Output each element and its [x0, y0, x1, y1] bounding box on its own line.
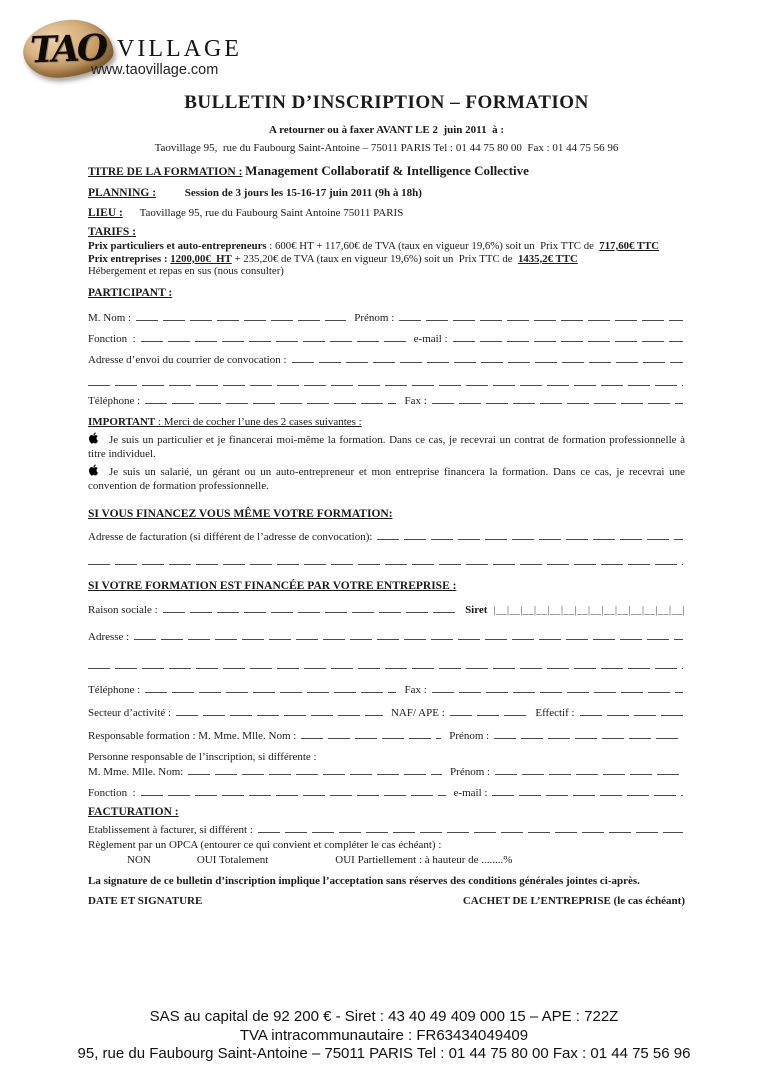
planning-line	[88, 187, 685, 200]
raison-sociale-label: Raison sociale :	[88, 603, 158, 616]
apple-icon	[88, 464, 99, 481]
tarif-entreprises-ht: 1200,00€ HT	[170, 252, 232, 265]
logo-village-text: VILLAGE	[117, 36, 242, 62]
lieu-label: LIEU :	[88, 207, 123, 219]
personne-responsable-line: Personne responsable de l’inscription, si différente :	[88, 750, 317, 763]
formation-title-value: Management Collaboratif & Intelligence Collective	[245, 163, 529, 178]
raison-sociale-row	[88, 603, 685, 618]
formation-title-label: TITRE DE LA FORMATION :	[88, 166, 243, 178]
personne-fonction-row	[88, 786, 685, 800]
adresse-facturation-field-line-2	[88, 560, 683, 565]
date-signature-label: DATE ET SIGNATURE	[88, 894, 203, 907]
self-financing-heading: SI VOUS FINANCEZ VOUS MÊME VOTRE FORMATION:	[88, 507, 393, 520]
lieu-value: Taovillage 95, rue du Faubourg Saint Antoine 75011 PARIS	[139, 207, 404, 219]
adresse-facturation-field-line	[377, 535, 683, 540]
important-heading: IMPORTANT : Merci de cocher l’une des 2 cases suivantes :	[88, 415, 362, 428]
company-telephone-row	[88, 683, 685, 697]
opca-line: Règlement par un OPCA (entourer ce qui convient et compléter le cas échéant) :	[88, 838, 442, 851]
company-adresse-row	[88, 630, 685, 644]
company-adresse-field-line-2	[88, 664, 683, 669]
fax-field-line	[432, 399, 683, 404]
participant-telephone-row	[88, 394, 685, 408]
personne-email-field-line	[492, 791, 683, 796]
company-financing-heading: SI VOTRE FORMATION EST FINANCÉE PAR VOTRE ENTREPRISE :	[88, 579, 457, 592]
adresse-convocation-field-line-2	[88, 381, 683, 386]
prenom-label: Prénom :	[354, 311, 395, 324]
raison-sociale-field-line	[163, 608, 455, 613]
logo-tao-text: TAO	[29, 26, 107, 71]
planning-value: Session de 3 jours les 15-16-17 juin 2011 (9h à 18h)	[184, 187, 422, 199]
return-instruction: A retourner ou à faxer AVANT LE 2 juin 2011 à :	[268, 124, 504, 136]
adresse-facturation-label: Adresse de facturation (si différent de l’adresse de convocation):	[88, 530, 373, 543]
participant-adresse-row	[88, 353, 685, 367]
signature-row	[88, 895, 685, 907]
email-label: e-mail :	[413, 332, 448, 345]
participant-fonction-row	[88, 332, 685, 346]
hebergement-note: Hébergement et repas en sus (nous consulter)	[88, 265, 284, 277]
siret-boxes: |__|__|__|__|__|__|__|__|__|__|__|__|__|__|	[493, 604, 685, 616]
logo-website-url: www.taovillage.com	[91, 62, 219, 78]
footer-address: 95, rue du Faubourg Saint-Antoine – 75011 PARIS Tel : 01 44 75 80 00 Fax : 01 44 75 56 96	[77, 1045, 691, 1062]
fonction-field-line	[141, 337, 406, 342]
personne-prenom-field-line	[495, 770, 683, 775]
personne-nom-label: M. Mme. Mlle. Nom:	[88, 765, 184, 778]
adresse-facturation-row	[88, 530, 685, 544]
naf-ape-field-line	[450, 711, 528, 716]
fonction-label: Fonction :	[88, 332, 136, 345]
lieu-line	[88, 207, 685, 220]
etablissement-label: Etablissement à facturer, si différent :	[88, 823, 253, 836]
personne-fonction-field-line	[141, 791, 446, 796]
tarif-entreprises-line: Prix entreprises : 1200,00€ HT + 235,20€ de TVA (taux en vigueur 19,6%) soit un Prix TTC de 1435,2€ TTC	[88, 252, 578, 265]
siret-label: Siret	[465, 603, 488, 616]
company-fax-label: Fax :	[404, 683, 427, 696]
responsable-nom-field-line	[301, 734, 441, 739]
prenom-field-line	[399, 316, 683, 321]
nom-label: M. Nom :	[88, 311, 132, 324]
company-footer	[0, 1008, 768, 1064]
company-adresse-field-line	[134, 635, 683, 640]
responsable-formation-row	[88, 729, 685, 743]
participant-heading: PARTICIPANT :	[88, 286, 173, 299]
personne-fonction-label: Fonction :	[88, 786, 136, 799]
telephone-label: Téléphone :	[88, 394, 141, 407]
secteur-row	[88, 706, 685, 720]
naf-ape-label: NAF/ APE :	[390, 706, 445, 719]
responsable-prenom-label: Prénom :	[449, 729, 490, 742]
adresse-convocation-field-line	[292, 358, 683, 363]
responsable-formation-label: Responsable formation : M. Mme. Mlle. Nom :	[88, 729, 297, 742]
fax-label: Fax :	[404, 394, 427, 407]
email-field-line	[453, 337, 683, 342]
effectif-field-line	[580, 711, 683, 716]
page-title: BULLETIN D’INSCRIPTION – FORMATION	[184, 92, 589, 113]
participant-nom-row	[88, 311, 685, 325]
signature-notice: La signature de ce bulletin d’inscription implique l’acceptation sans réserves des conditions générales jointes ci-après.	[88, 874, 640, 887]
company-telephone-label: Téléphone :	[88, 683, 141, 696]
planning-label: PLANNING :	[88, 187, 157, 199]
facturation-heading: FACTURATION :	[88, 805, 179, 818]
form-body	[88, 92, 685, 907]
company-adresse-label: Adresse :	[88, 630, 130, 643]
option-particulier-text: Je suis un particulier et je financerai moi-même la formation. Dans ce cas, je recevrai un contrat de formation professionnelle à titre individuel.	[88, 433, 685, 460]
tarifs-heading: TARIFS :	[88, 226, 137, 238]
company-fax-field-line	[432, 688, 683, 693]
formation-title-line	[88, 164, 685, 179]
option-salarie-text: Je suis un salarié, un gérant ou un auto-entrepreneur et mon entreprise financera la formation. Dans ce cas, je recevrai une convention de formation professionnelle.	[88, 465, 685, 492]
personne-nom-row	[88, 765, 685, 779]
personne-email-label: e-mail :	[453, 786, 488, 799]
cachet-label: CACHET DE L’ENTREPRISE (le cas échéant)	[462, 894, 685, 907]
effectif-label: Effectif :	[535, 706, 575, 719]
responsable-prenom-field-line	[494, 734, 683, 739]
nom-field-line	[136, 316, 346, 321]
opca-option-oui-totalement: OUI Totalement	[196, 853, 269, 866]
opca-options-row	[88, 854, 685, 866]
tarif-particuliers-ttc: 717,60€ TTC	[599, 240, 660, 252]
opca-option-oui-partiellement: OUI Partiellement : à hauteur de ........%	[335, 853, 513, 866]
telephone-field-line	[145, 399, 396, 404]
company-telephone-field-line	[145, 688, 396, 693]
etablissement-field-line	[258, 828, 683, 833]
footer-capital-siret: SAS au capital de 92 200 € - Siret : 43 40 49 409 000 15 – APE : 722Z	[149, 1008, 619, 1025]
return-address: Taovillage 95, rue du Faubourg Saint-Antoine – 75011 PARIS Tel : 01 44 75 80 00 Fax : 01 44 75 56 96	[154, 142, 619, 154]
secteur-field-line	[176, 711, 383, 716]
apple-icon	[88, 432, 99, 449]
personne-prenom-label: Prénom :	[450, 765, 491, 778]
tarif-entreprises-ttc: 1435,2€ TTC	[517, 252, 578, 265]
opca-option-non: NON	[127, 853, 151, 866]
adresse-convocation-label: Adresse d’envoi du courrier de convocation :	[88, 353, 287, 366]
footer-tva: TVA intracommunautaire : FR63434049409	[239, 1026, 529, 1044]
option-salarie	[88, 464, 685, 494]
personne-nom-field-line	[188, 770, 442, 775]
option-particulier	[88, 432, 685, 462]
etablissement-row	[88, 823, 685, 837]
tarif-particuliers-line: Prix particuliers et auto-entrepreneurs : 600€ HT + 117,60€ de TVA (taux en vigueur 19,6%) soit un Prix TTC de 717,60€ TTC	[88, 240, 660, 252]
secteur-label: Secteur d’activité :	[88, 706, 172, 719]
